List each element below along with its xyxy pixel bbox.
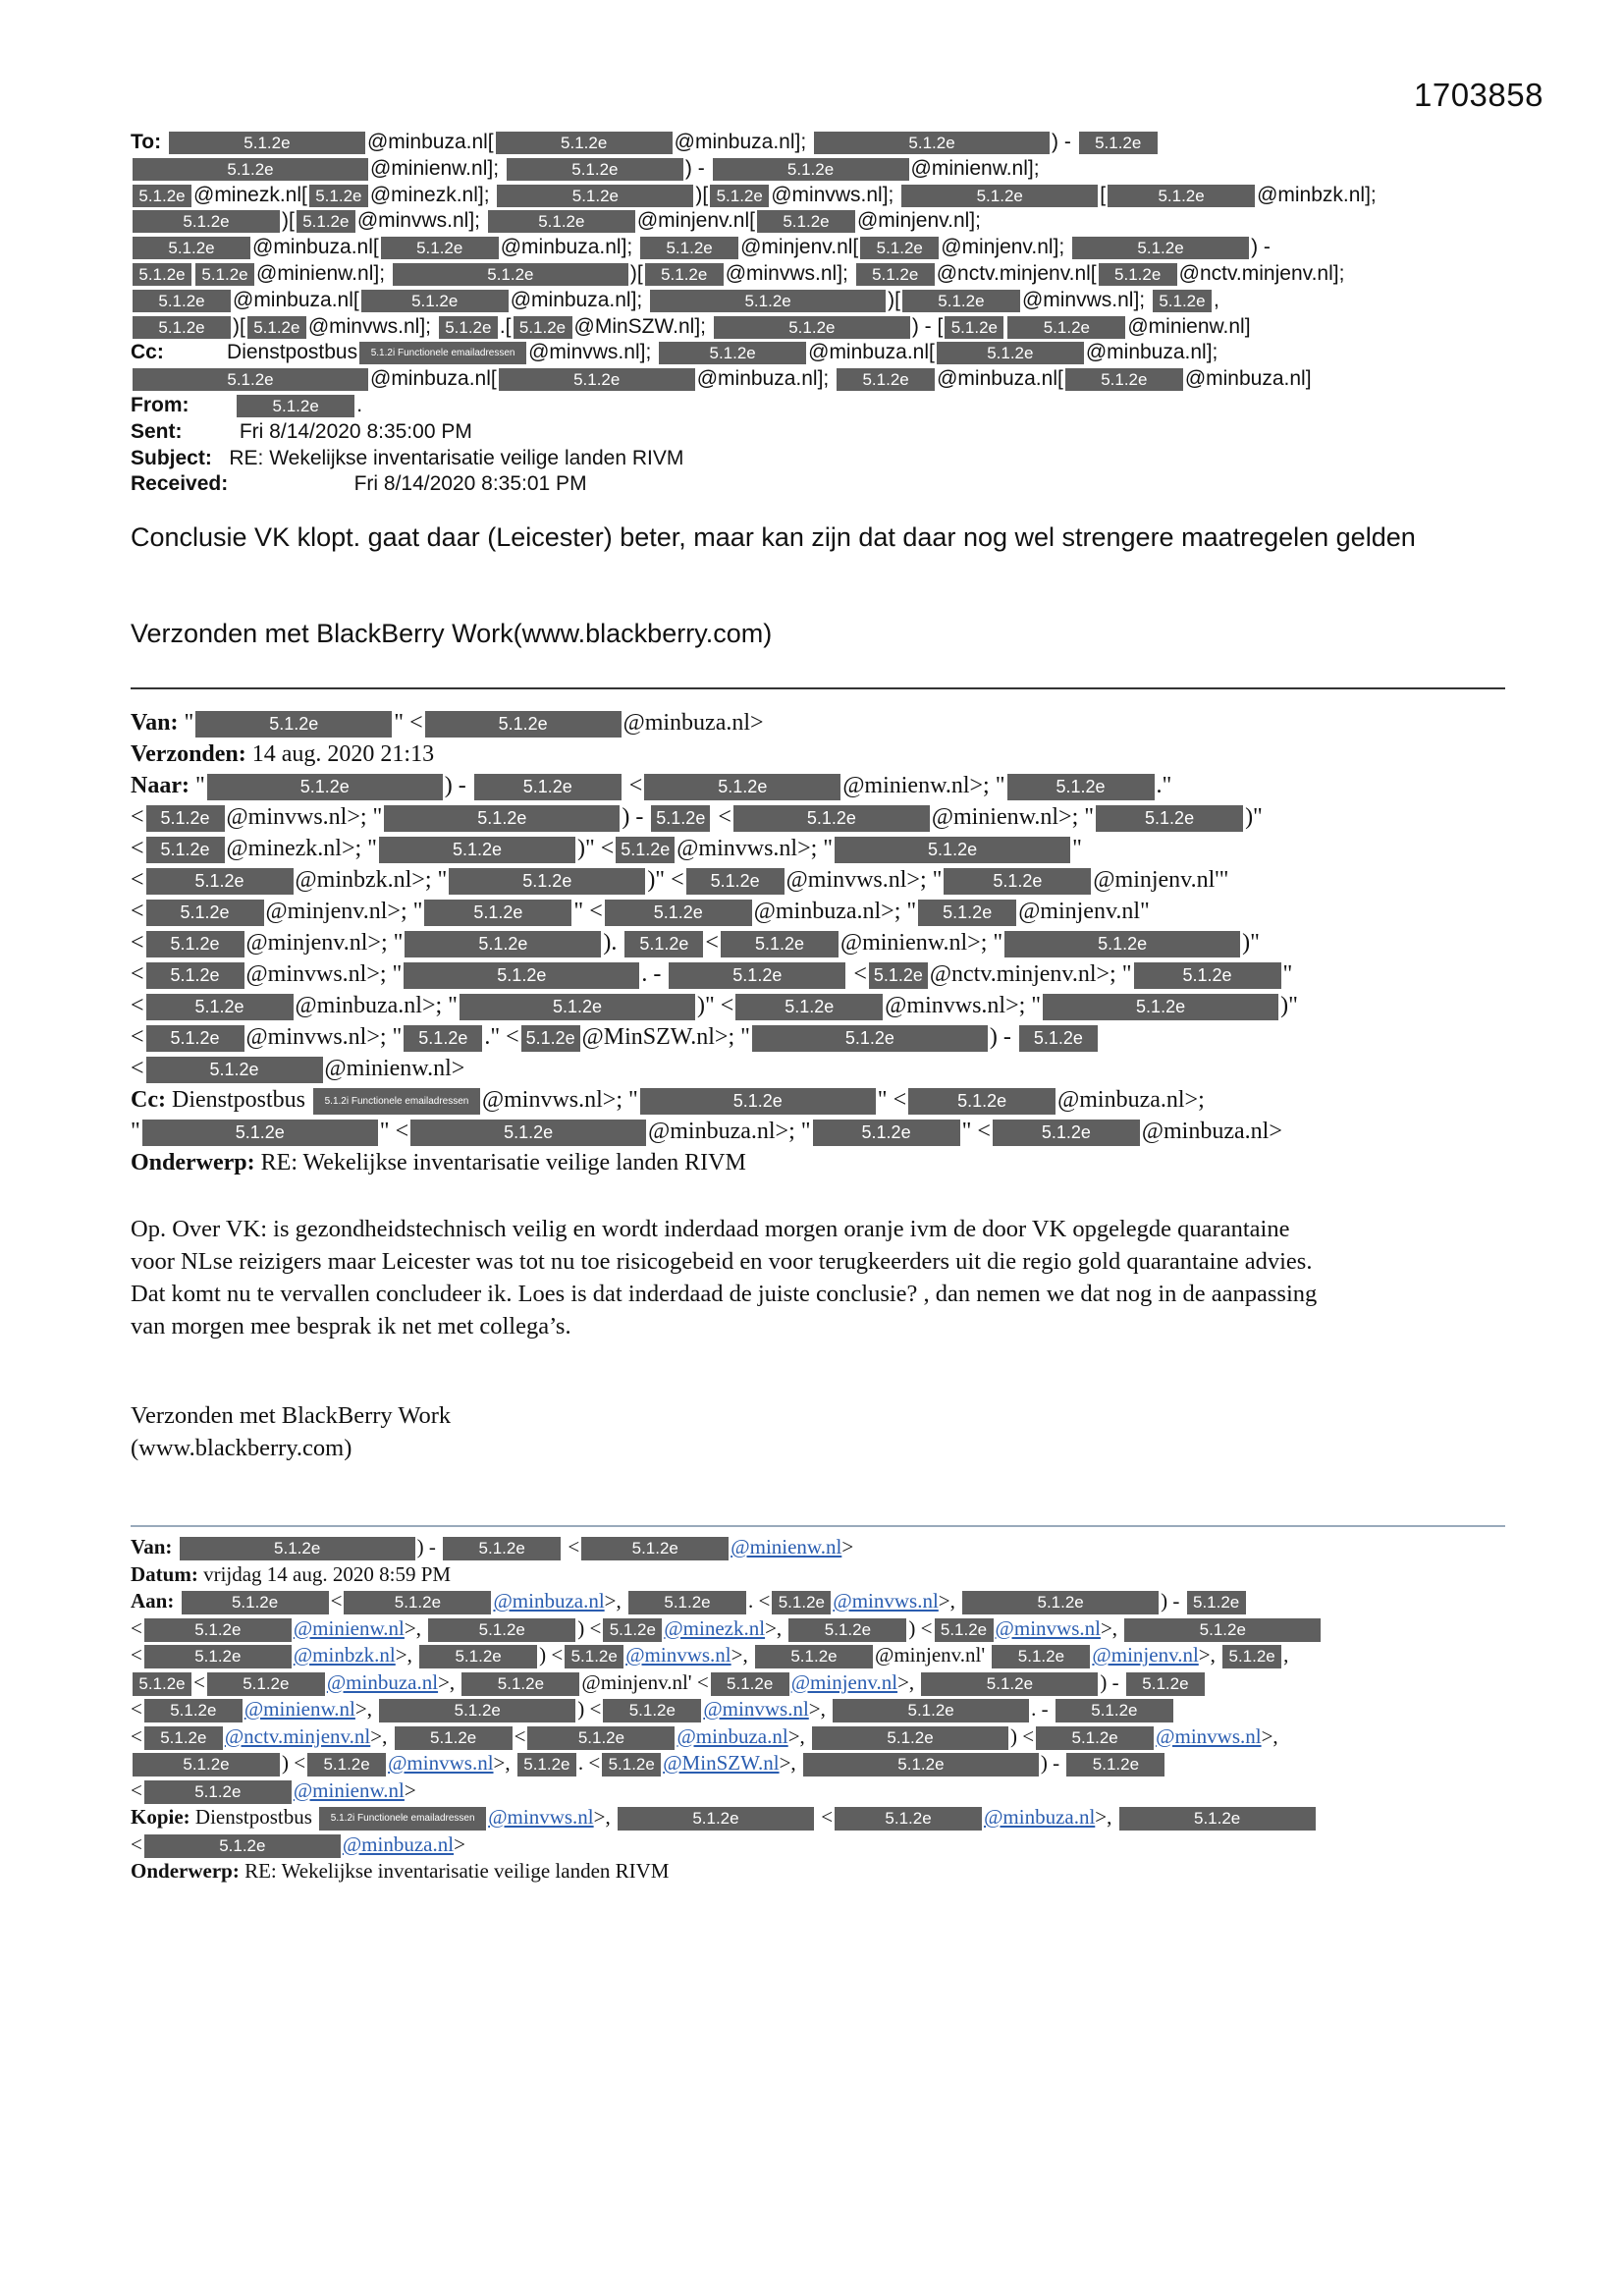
email2-signature — [131, 1399, 451, 1464]
email-link[interactable]: @minbuza.nl — [493, 1589, 605, 1613]
onderwerp-label: Onderwerp: — [131, 1859, 240, 1883]
redaction: 5.1.2e — [837, 368, 935, 391]
redaction: 5.1.2e — [645, 263, 724, 286]
redaction: 5.1.2e — [735, 994, 883, 1020]
redaction: 5.1.2e — [628, 1591, 746, 1614]
redaction: 5.1.2e — [361, 290, 509, 312]
email-link[interactable]: @minjenv.nl — [790, 1669, 898, 1694]
email1-signature: Verzonden met BlackBerry Work(www.blackberry.com) — [131, 619, 773, 648]
redaction: 5.1.2e — [460, 994, 695, 1020]
email-link[interactable]: @minienw.nl — [244, 1697, 355, 1721]
redaction: 5.1.2e — [144, 1780, 292, 1804]
redaction: 5.1.2e — [1007, 316, 1125, 339]
redaction: 5.1.2e — [395, 1726, 513, 1750]
redaction: 5.1.2e — [404, 1025, 482, 1052]
redaction: 5.1.2e — [814, 132, 1050, 154]
redaction: 5.1.2e — [937, 342, 1084, 364]
redaction: 5.1.2e — [669, 962, 845, 989]
email-link[interactable]: @minbuza.nl — [326, 1669, 439, 1694]
redaction: 5.1.2e — [133, 158, 368, 181]
redaction: 5.1.2e — [650, 290, 886, 312]
redaction: 5.1.2e — [603, 1699, 701, 1722]
redaction: 5.1.2e — [146, 1025, 244, 1052]
redaction: 5.1.2e — [1065, 368, 1183, 391]
onderwerp-value: RE: Wekelijkse inventarisatie veilige landen RIVM — [260, 1150, 746, 1175]
datum-label: Datum: — [131, 1561, 198, 1586]
kopie-label: Kopie: — [131, 1805, 190, 1829]
email-link[interactable]: @minvws.nl — [703, 1697, 809, 1721]
naar-label: Naar: — [131, 773, 189, 798]
email-link[interactable]: @minbuza.nl — [342, 1831, 455, 1856]
redaction: 5.1.2e — [651, 805, 710, 832]
redaction: 5.1.2e — [1066, 1753, 1164, 1777]
received-label: Received: — [131, 472, 229, 496]
redaction: 5.1.2e — [935, 1618, 994, 1642]
redaction: 5.1.2e — [497, 185, 693, 207]
redaction: 5.1.2e — [1036, 1726, 1154, 1750]
email-link[interactable]: @minvws.nl — [625, 1643, 731, 1667]
kopie-dienstpostbus: Dienstpostbus — [194, 1805, 312, 1829]
redaction: 5.1.2e — [812, 1726, 1008, 1750]
email2-header: Van: " 5.1.2e " < 5.1.2e @minbuza.nl> Verzonden: 14 aug. 2020 21:13 Naar: " 5.1.2e ) - 5.1.2e < 5.1.2e @minienw.nl>; " 5.1.2e ." < 5.1.2e @minvws.nl>; " 5.1.2e ) - 5.1.2e < 5.1.2e @minienw.nl>; " 5.1.2e )" < 5.1.2e @minezk.nl>; " 5.1.2e )" < 5.1.2e @minvws.nl>; " 5.1.2e " < 5.1.2e @minbzk.nl>; " 5.1.2e )" < 5.1.2e @minvws.nl>; " 5.1.2e @minjenv.nl'" < 5.1.2e @minjenv.nl>; " 5.1.2e " < 5.1.2e @minbuza.nl>; " 5.1.2e @minjenv.nl" < 5.1.2e @minjenv.nl>; " 5.1.2e ). 5.1.2e < 5.1.2e @minienw.nl>; " 5.1.2e )" < 5.1.2e @minvws.nl>; " 5.1.2e . - 5.1.2e < 5.1.2e @nctv.minjenv.nl>; " 5.1.2e " < 5.1.2e @minbuza.nl>; " 5.1.2e )" < 5.1.2e @minvws.nl>; " 5.1.2e )" < 5.1.2e @minvws.nl>; " 5.1.2e ." < 5.1.2e @MinSZW.nl>; " 5.1.2e ) - 5.1.2e < 5.1.2e @minienw.nl> Cc: Dienstpostbus 5.1.2i Functionele emailadressen @minvws.nl>; " 5.1.2e " < 5.1.2e @minbuza.nl>; " 5.1.2e " < 5.1.2e @minbuza.nl>; " 5.1.2e " < 5.1.2e @minbuza.nl> Onderwerp: RE: Wekelijkse inventarisatie veilige landen RIVM — [131, 710, 1298, 1175]
redaction: 5.1.2e — [659, 342, 806, 364]
redaction: 5.1.2e — [605, 900, 752, 926]
redaction: 5.1.2e — [813, 1120, 960, 1146]
redaction: 5.1.2e — [144, 1726, 223, 1750]
document-id: 1703858 — [1414, 77, 1543, 113]
redaction: 5.1.2e — [640, 237, 738, 259]
redaction: 5.1.2e — [496, 132, 673, 154]
verzonden-value: 14 aug. 2020 21:13 — [251, 741, 435, 767]
redaction: 5.1.2e — [921, 1672, 1098, 1696]
redaction: 5.1.2e — [133, 210, 280, 233]
redaction: 5.1.2e — [307, 1753, 386, 1777]
redaction: 5.1.2e — [379, 1699, 575, 1722]
redaction: 5.1.2e — [624, 931, 703, 957]
redaction: 5.1.2e — [133, 1753, 280, 1777]
redaction: 5.1.2e — [133, 263, 191, 286]
email-link[interactable]: @minbzk.nl — [293, 1643, 396, 1667]
divider — [131, 687, 1505, 689]
cc-label: Cc: — [131, 341, 164, 364]
redaction: 5.1.2e — [1099, 263, 1177, 286]
redaction: 5.1.2e — [169, 132, 365, 154]
email-link[interactable]: @nctv.minjenv.nl — [224, 1723, 371, 1748]
redaction: 5.1.2e — [901, 185, 1098, 207]
redaction: 5.1.2e — [133, 290, 231, 312]
cc-dienstpostbus: Dienstpostbus — [227, 341, 358, 364]
redaction: 5.1.2e — [425, 711, 622, 738]
email-link[interactable]: @minvws.nl — [995, 1615, 1101, 1640]
signature-line: Verzonden met BlackBerry Work — [131, 1402, 452, 1429]
redaction: 5.1.2e — [499, 368, 695, 391]
subject-label: Subject: — [131, 446, 212, 469]
email-link[interactable]: @minvws.nl — [833, 1589, 939, 1613]
body-line: Dat komt nu te vervallen concludeer ik. Loes is dat inderdaad de juiste conclusie? , dan nemen we dat nog in de aanpassing — [131, 1281, 1318, 1307]
redaction: 5.1.2e — [309, 185, 368, 207]
received-value: Fri 8/14/2020 8:35:01 PM — [353, 472, 587, 496]
email1-body: Conclusie VK klopt. gaat daar (Leicester) beter, maar kan zijn dat daar nog wel strengere maatregelen gelden — [131, 522, 1416, 552]
redaction: 5.1.2e — [182, 1591, 329, 1614]
redaction: 5.1.2e — [788, 1618, 906, 1642]
redaction: 5.1.2e — [404, 962, 639, 989]
redaction: 5.1.2e — [521, 1025, 580, 1052]
van-label: Van: — [131, 1535, 173, 1558]
redaction: 5.1.2e — [835, 837, 1070, 863]
redaction: 5.1.2e — [752, 1025, 988, 1052]
email-link[interactable]: @minbuza.nl — [984, 1805, 1096, 1829]
redaction: 5.1.2e — [207, 774, 443, 800]
redaction: 5.1.2e — [733, 805, 930, 832]
redaction: 5.1.2e — [640, 1088, 876, 1115]
redaction: 5.1.2e — [1126, 1672, 1205, 1696]
redaction: 5.1.2e — [918, 900, 1016, 926]
redaction: 5.1.2e — [644, 774, 840, 800]
redaction: 5.1.2e — [439, 316, 498, 339]
redaction: 5.1.2e — [721, 931, 839, 957]
redaction: 5.1.2e — [428, 1618, 575, 1642]
redaction: 5.1.2e — [856, 263, 935, 286]
redaction: 5.1.2e — [755, 1645, 873, 1668]
redaction: 5.1.2e — [146, 1057, 323, 1083]
redaction: 5.1.2e — [410, 1120, 646, 1146]
redaction: 5.1.2e — [195, 711, 392, 738]
redaction: 5.1.2e — [803, 1753, 1039, 1777]
redaction: 5.1.2e — [1056, 1699, 1173, 1722]
redaction: 5.1.2e — [207, 1672, 325, 1696]
redaction: 5.1.2e — [944, 868, 1091, 895]
sent-label: Sent: — [131, 419, 183, 443]
redaction: 5.1.2e — [602, 1753, 661, 1777]
redaction: 5.1.2e — [144, 1699, 243, 1722]
redaction: 5.1.2e — [144, 1645, 292, 1668]
email-link[interactable]: @minienw.nl — [293, 1615, 405, 1640]
redaction: 5.1.2e — [133, 185, 191, 207]
redaction: 5.1.2e — [1124, 1618, 1321, 1642]
email-link[interactable]: @MinSZW.nl — [663, 1751, 780, 1775]
body-line: van morgen mee besprak ik net met collega’s. — [131, 1313, 571, 1339]
redaction: 5.1.2e — [714, 316, 910, 339]
redaction: 5.1.2e — [833, 1699, 1029, 1722]
email-link[interactable]: @minvws.nl — [488, 1805, 594, 1829]
email-link[interactable]: @minvws.nl — [1156, 1723, 1262, 1748]
email-link[interactable]: @minienw.nl — [731, 1535, 842, 1558]
redaction: 5.1.2e — [1043, 994, 1278, 1020]
redaction: 5.1.2e — [507, 158, 683, 181]
from-domain: @minbuza.nl> — [623, 710, 764, 736]
redaction: 5.1.2e — [344, 1591, 491, 1614]
redaction: 5.1.2e — [1134, 962, 1281, 989]
redaction: 5.1.2e — [133, 237, 250, 259]
redaction: 5.1.2e — [419, 1645, 537, 1668]
redaction: 5.1.2e — [860, 237, 939, 259]
email-link[interactable]: @minezk.nl — [664, 1615, 766, 1640]
redaction: 5.1.2e — [297, 210, 355, 233]
redaction: 5.1.2e — [710, 185, 769, 207]
redaction: 5.1.2e — [247, 316, 306, 339]
email3-header: Van: 5.1.2e ) - 5.1.2e < 5.1.2e @minienw.nl> Datum: vrijdag 14 aug. 2020 8:59 PM Aan: 5.1.2e < 5.1.2e @minbuza.nl>, 5.1.2e . < 5.1.2e @minvws.nl>, 5.1.2e ) - 5.1.2e < 5.1.2e @minienw.nl>, 5.1.2e ) < 5.1.2e @minezk.nl>, 5.1.2e ) < 5.1.2e @minvws.nl>, 5.1.2e < 5.1.2e @minbzk.nl>, 5.1.2e ) < 5.1.2e @minvws.nl>, 5.1.2e @minjenv.nl' 5.1.2e @minjenv.nl>, 5.1.2e , 5.1.2e < 5.1.2e @minbuza.nl>, 5.1.2e @minjenv.nl' < 5.1.2e @minjenv.nl>, 5.1.2e ) - 5.1.2e < 5.1.2e @minienw.nl>, 5.1.2e ) < 5.1.2e @minvws.nl>, 5.1.2e . - 5.1.2e < 5.1.2e @nctv.minjenv.nl>, 5.1.2e < 5.1.2e @minbuza.nl>, 5.1.2e ) < 5.1.2e @minvws.nl>, 5.1.2e ) < 5.1.2e @minvws.nl>, 5.1.2e . < 5.1.2e @MinSZW.nl>, 5.1.2e ) - 5.1.2e < 5.1.2e @minienw.nl> Kopie: Dienstpostbus 5.1.2i Functionele emailadressen @minvws.nl>, 5.1.2e < 5.1.2e @minbuza.nl>, 5.1.2e < 5.1.2e @minbuza.nl> Onderwerp: RE: Wekelijkse inventarisatie veilige landen RIVM — [131, 1534, 1525, 1886]
body-line: Op. Over VK: is gezondheidstechnisch veilig en wordt inderdaad morgen oranje ivm de door VK opgelegde quarantaine — [131, 1216, 1290, 1242]
redaction: 5.1.2e — [1153, 290, 1212, 312]
redaction: 5.1.2e — [146, 900, 264, 926]
redaction: 5.1.2e — [993, 1120, 1140, 1146]
redaction: 5.1.2e — [488, 210, 635, 233]
redaction: 5.1.2e — [449, 868, 645, 895]
redaction: 5.1.2e — [686, 868, 785, 895]
redaction: 5.1.2e — [133, 1672, 191, 1696]
email-link[interactable]: @minbuza.nl — [677, 1723, 788, 1748]
divider — [131, 1525, 1505, 1527]
onderwerp-value: RE: Wekelijkse inventarisatie veilige landen RIVM — [244, 1859, 670, 1883]
redaction: 5.1.2e — [992, 1645, 1090, 1668]
redaction: 5.1.2e — [379, 837, 575, 863]
signature-line: (www.blackberry.com) — [131, 1435, 352, 1461]
from-label: From: — [131, 393, 189, 416]
redaction: 5.1.2e — [869, 962, 928, 989]
redaction: 5.1.2e — [1004, 931, 1240, 957]
cc-dienstpostbus: Dienstpostbus — [171, 1087, 305, 1113]
redaction: 5.1.2e — [146, 931, 244, 957]
redaction: 5.1.2e — [514, 316, 572, 339]
redaction: 5.1.2e — [144, 1834, 341, 1858]
cc-label: Cc: — [131, 1087, 166, 1113]
redaction: 5.1.2e — [443, 1537, 561, 1560]
redaction: 5.1.2e — [1119, 1807, 1316, 1831]
verzonden-label: Verzonden: — [131, 741, 246, 767]
redaction: 5.1.2e — [618, 1807, 814, 1831]
redaction: 5.1.2e — [1187, 1591, 1246, 1614]
email2-body — [131, 1213, 1505, 1342]
redaction: 5.1.2e — [835, 1807, 982, 1831]
redaction: 5.1.2e — [713, 158, 909, 181]
redaction: 5.1.2e — [1222, 1645, 1281, 1668]
redaction: 5.1.2e — [393, 263, 628, 286]
email-link[interactable]: @minienw.nl — [293, 1777, 405, 1802]
van-label: Van: — [131, 710, 179, 736]
redaction: 5.1.2e — [962, 1591, 1159, 1614]
redaction: 5.1.2e — [1072, 237, 1249, 259]
redaction: 5.1.2e — [133, 368, 368, 391]
email-link[interactable]: @minvws.nl — [388, 1751, 494, 1775]
redaction: 5.1.2e — [603, 1618, 662, 1642]
redaction: 5.1.2e — [424, 900, 571, 926]
sent-value: Fri 8/14/2020 8:35:00 PM — [239, 419, 472, 443]
onderwerp-label: Onderwerp: — [131, 1150, 255, 1175]
redaction: 5.1.2e — [757, 210, 855, 233]
redaction: 5.1.2e — [902, 290, 1020, 312]
redaction: 5.1.2e — [565, 1645, 623, 1668]
email1-header: To: 5.1.2e @minbuza.nl[ 5.1.2e @minbuza.nl]; 5.1.2e ) - 5.1.2e 5.1.2e @minienw.nl]; 5.1.2e ) - 5.1.2e @minienw.nl]; 5.1.2e @minezk.nl[ 5.1.2e @minezk.nl]; 5.1.2e )[ 5.1.2e @minvws.nl]; 5.1.2e [ 5.1.2e @minbzk.nl]; 5.1.2e )[ 5.1.2e @minvws.nl]; 5.1.2e @minjenv.nl[ 5.1.2e @minjenv.nl]; 5.1.2e @minbuza.nl[ 5.1.2e @minbuza.nl]; 5.1.2e @minjenv.nl[ 5.1.2e @minjenv.nl]; 5.1.2e ) - 5.1.2e 5.1.2e @minienw.nl]; 5.1.2e )[ 5.1.2e @minvws.nl]; 5.1.2e @nctv.minjenv.nl[ 5.1.2e @nctv.minjenv.nl]; 5.1.2e @minbuza.nl[ 5.1.2e @minbuza.nl]; 5.1.2e )[ 5.1.2e @minvws.nl]; 5.1.2e , 5.1.2e )[ 5.1.2e @minvws.nl]; 5.1.2e .[ 5.1.2e @MinSZW.nl]; 5.1.2e ) - [ 5.1.2e 5.1.2e @minienw.nl] Cc: Dienstpostbus 5.1.2i Functionele emailadressen @minvws.nl]; 5.1.2e @minbuza.nl[ 5.1.2e @minbuza.nl]; 5.1.2e @minbuza.nl[ 5.1.2e @minbuza.nl]; 5.1.2e @minbuza.nl[ 5.1.2e @minbuza.nl] From: 5.1.2e . Sent: Fri 8/14/2020 8:35:00 PM Subject: RE: Wekelijkse inventarisatie veilige landen RIVM Received: Fri 8/14/2020 8:35:01 PM — [131, 131, 1377, 496]
redaction: 5.1.2e — [237, 395, 354, 417]
redaction: 5.1.2e — [146, 868, 294, 895]
redaction: 5.1.2e — [908, 1088, 1056, 1115]
redaction: 5.1.2e — [461, 1672, 579, 1696]
redaction: 5.1.2e — [1019, 1025, 1098, 1052]
redaction: 5.1.2e — [180, 1537, 415, 1560]
redaction: 5.1.2e — [146, 805, 225, 832]
redaction: 5.1.2e — [1079, 132, 1158, 154]
redaction: 5.1.2e — [1007, 774, 1155, 800]
redaction: 5.1.2e — [405, 931, 601, 957]
redaction: 5.1.2e — [384, 805, 620, 832]
redaction: 5.1.2e — [517, 1753, 576, 1777]
body-line: voor NLse reizigers maar Leicester was tot nu toe risicogebeid en voor terugkeerders uit die regio gold quarantaine advies. — [131, 1248, 1313, 1275]
redaction: 5.1.2e — [1108, 185, 1255, 207]
redaction: 5.1.2e — [474, 774, 622, 800]
redaction: 5.1.2e — [195, 263, 254, 286]
subject-value: RE: Wekelijkse inventarisatie veilige landen RIVM — [229, 446, 684, 469]
redaction-functional: 5.1.2i Functionele emailadressen — [313, 1088, 480, 1115]
redaction: 5.1.2e — [581, 1537, 729, 1560]
email-link[interactable]: @minjenv.nl — [1092, 1643, 1199, 1667]
redaction: 5.1.2e — [146, 994, 294, 1020]
aan-label: Aan: — [131, 1589, 175, 1613]
redaction-functional: 5.1.2i Functionele emailadressen — [359, 342, 526, 364]
redaction: 5.1.2e — [772, 1591, 831, 1614]
redaction: 5.1.2e — [144, 1618, 292, 1642]
redaction: 5.1.2e — [616, 837, 675, 863]
redaction-functional: 5.1.2i Functionele emailadressen — [319, 1807, 486, 1831]
redaction: 5.1.2e — [142, 1120, 378, 1146]
redaction: 5.1.2e — [133, 316, 231, 339]
redaction: 5.1.2e — [1096, 805, 1243, 832]
redaction: 5.1.2e — [146, 837, 225, 863]
redaction: 5.1.2e — [527, 1726, 675, 1750]
datum-value: vrijdag 14 aug. 2020 8:59 PM — [203, 1561, 452, 1586]
redaction: 5.1.2e — [146, 962, 244, 989]
redaction: 5.1.2e — [711, 1672, 789, 1696]
redaction: 5.1.2e — [381, 237, 499, 259]
to-label: To: — [131, 131, 162, 153]
redaction: 5.1.2e — [945, 316, 1003, 339]
